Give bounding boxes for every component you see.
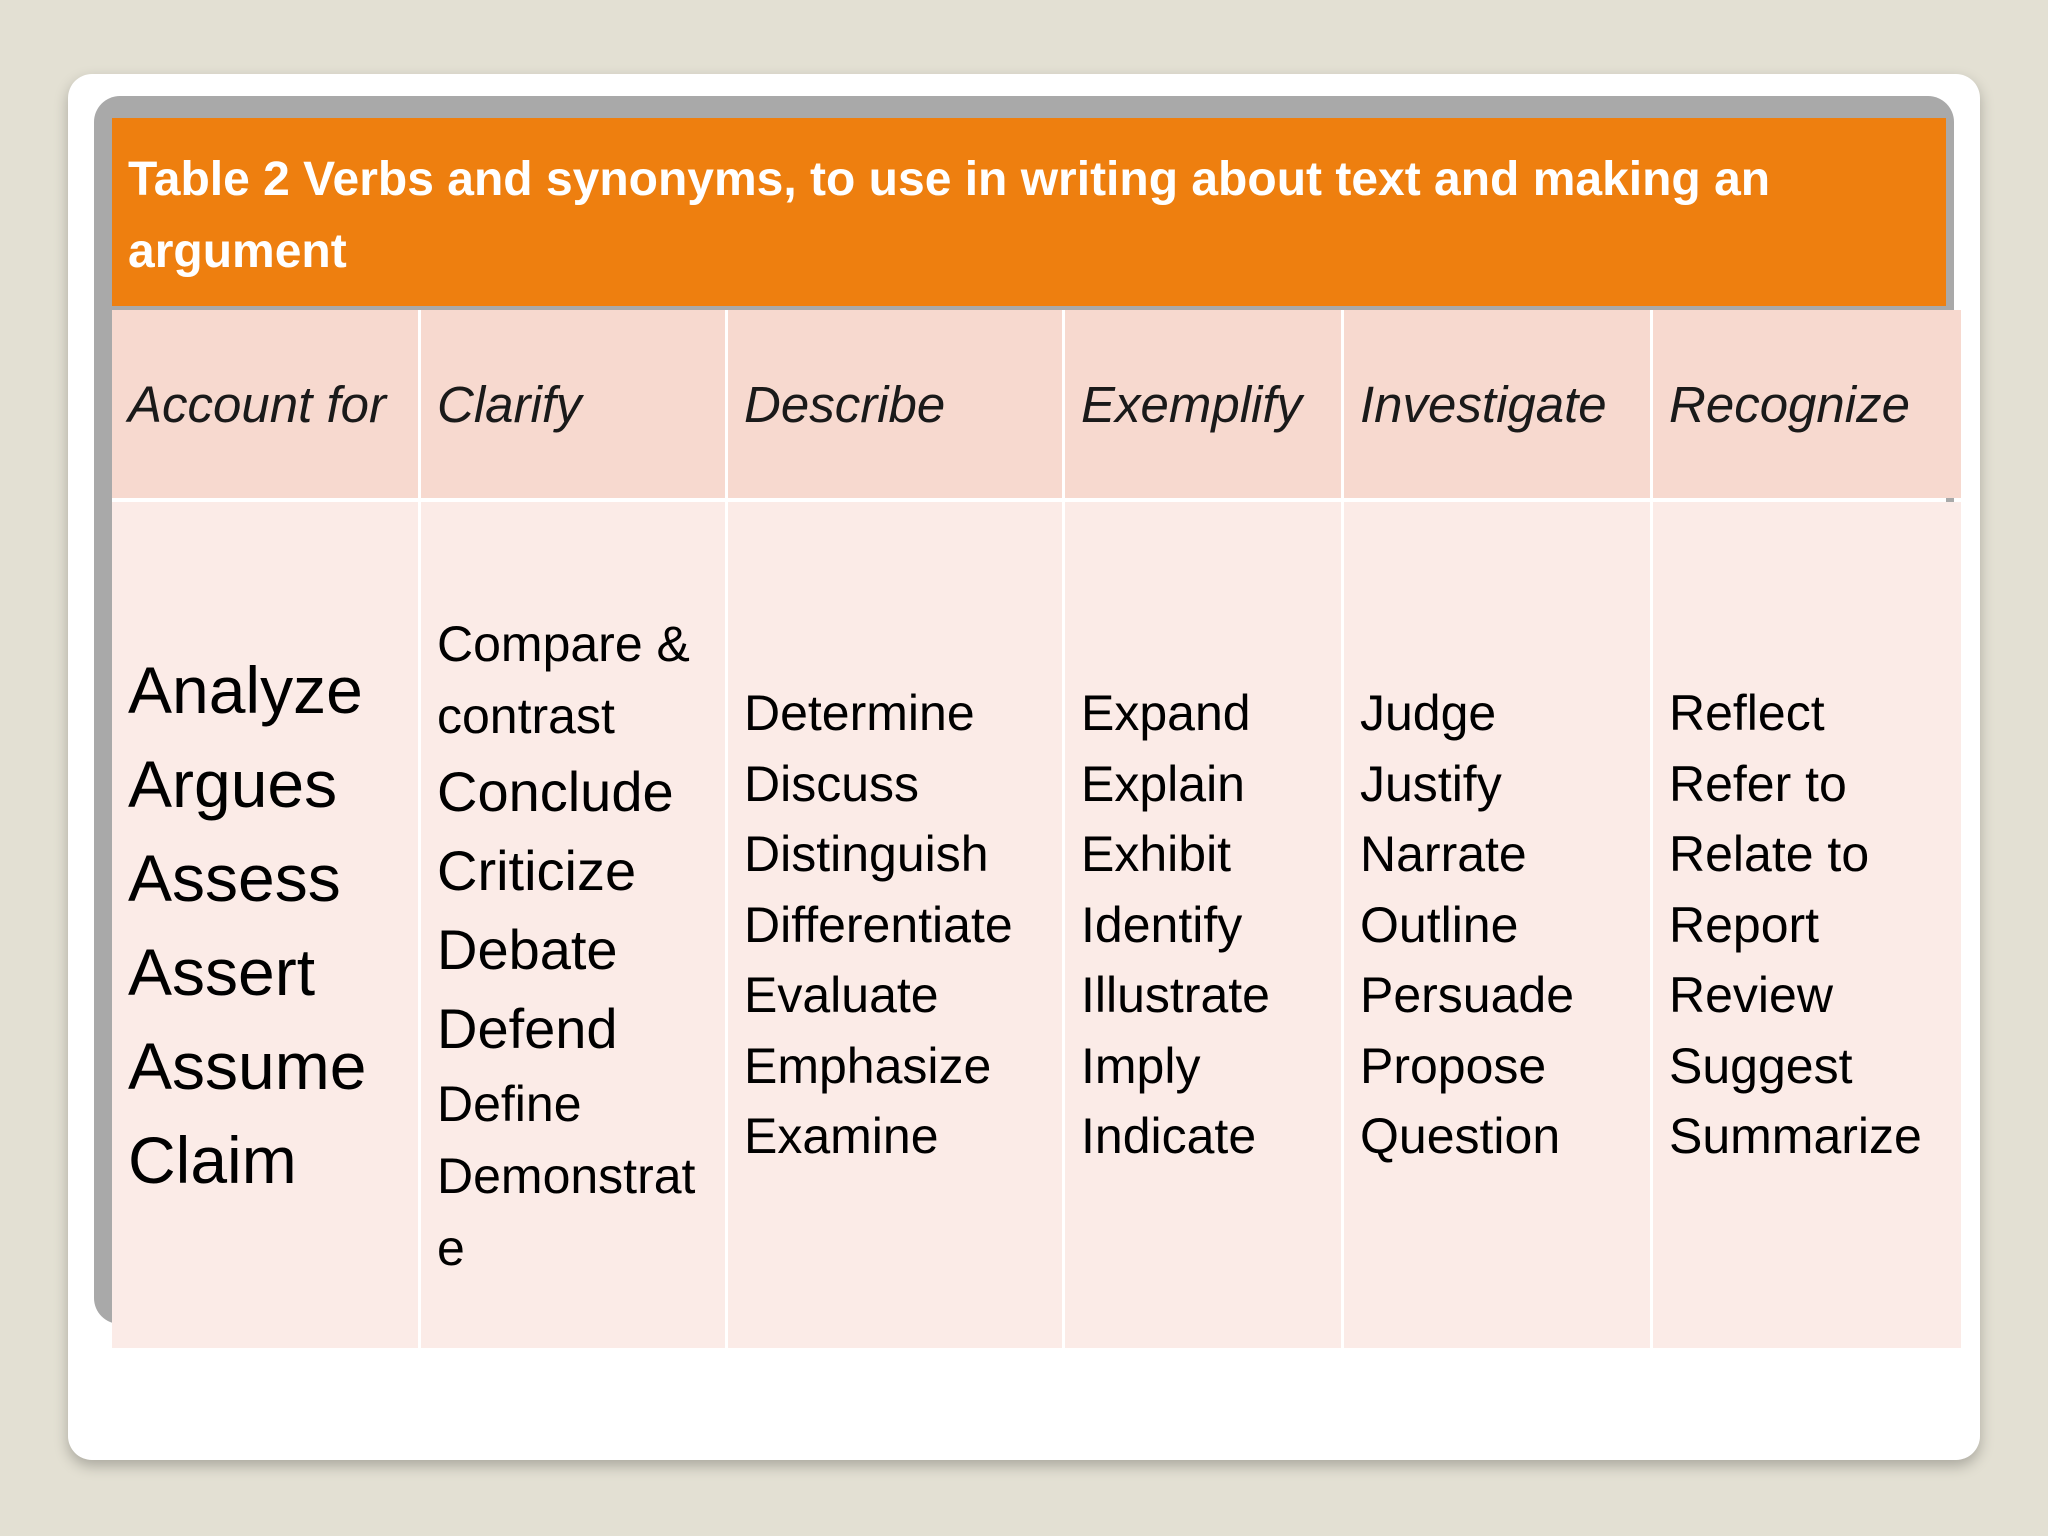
header-exemplify: Exemplify: [1065, 310, 1341, 498]
verb-item: contrast: [437, 688, 615, 744]
column-investigate: [1344, 502, 1650, 1348]
verb-item: Defend: [437, 997, 618, 1060]
verb-item: Report: [1669, 896, 1820, 953]
column-clarify: [421, 502, 725, 1348]
verb-item: Question: [1360, 1108, 1561, 1165]
verb-item: Evaluate: [744, 967, 939, 1024]
verb-item: Distinguish: [744, 826, 989, 883]
column-account-for: [112, 502, 418, 1348]
header-clarify: Clarify: [421, 310, 725, 498]
header-recognize: Recognize: [1653, 310, 1961, 498]
verb-item: Claim: [128, 1123, 297, 1197]
column-recognize: [1653, 502, 1961, 1348]
verb-item: Demonstrat: [437, 1148, 696, 1204]
header-describe: Describe: [728, 310, 1062, 498]
verb-item: Review: [1669, 967, 1833, 1024]
verb-item: Assess: [128, 841, 341, 915]
verb-item: Discuss: [744, 755, 920, 812]
verb-item: Define: [437, 1076, 582, 1132]
header-investigate: Investigate: [1344, 310, 1650, 498]
verb-item: Differentiate: [744, 896, 1013, 953]
verb-item: e: [437, 1220, 465, 1276]
verb-item: Suggest: [1669, 1037, 1853, 1094]
verb-item: Argues: [128, 747, 338, 821]
verb-item: Summarize: [1669, 1108, 1922, 1165]
verb-item: Analyze: [128, 653, 363, 727]
verb-item: Relate to: [1669, 826, 1870, 883]
verb-item: Criticize: [437, 839, 637, 902]
verb-item: Assert: [128, 935, 316, 1009]
verb-item: Judge: [1360, 685, 1497, 742]
column-describe: [728, 502, 1062, 1348]
verb-item: Justify: [1360, 755, 1502, 812]
table-title: Table 2 Verbs and synonyms, to use in writing about text and making an argument: [112, 118, 1946, 306]
verb-item: Indicate: [1081, 1108, 1257, 1165]
verb-item: Imply: [1081, 1037, 1201, 1094]
verb-item: Illustrate: [1081, 967, 1270, 1024]
verb-item: Conclude: [437, 760, 674, 823]
verb-item: Emphasize: [744, 1037, 992, 1094]
verb-item: Propose: [1360, 1037, 1547, 1094]
header-account-for: Account for: [112, 310, 418, 498]
verb-item: Outline: [1360, 896, 1519, 953]
verb-item: Expand: [1081, 685, 1251, 742]
verb-item: Reflect: [1669, 685, 1825, 742]
verb-item: Explain: [1081, 755, 1245, 812]
verb-item: Debate: [437, 918, 618, 981]
column-exemplify: [1065, 502, 1341, 1348]
verb-item: Narrate: [1360, 826, 1527, 883]
verb-item: Determine: [744, 685, 975, 742]
verb-item: Compare &: [437, 616, 690, 672]
verb-item: Examine: [744, 1108, 939, 1165]
verb-item: Exhibit: [1081, 826, 1232, 883]
verb-item: Assume: [128, 1029, 367, 1103]
verb-item: Refer to: [1669, 755, 1847, 812]
verb-item: Identify: [1081, 896, 1243, 953]
verbs-table: [112, 310, 1946, 1348]
verb-item: Persuade: [1360, 967, 1575, 1024]
